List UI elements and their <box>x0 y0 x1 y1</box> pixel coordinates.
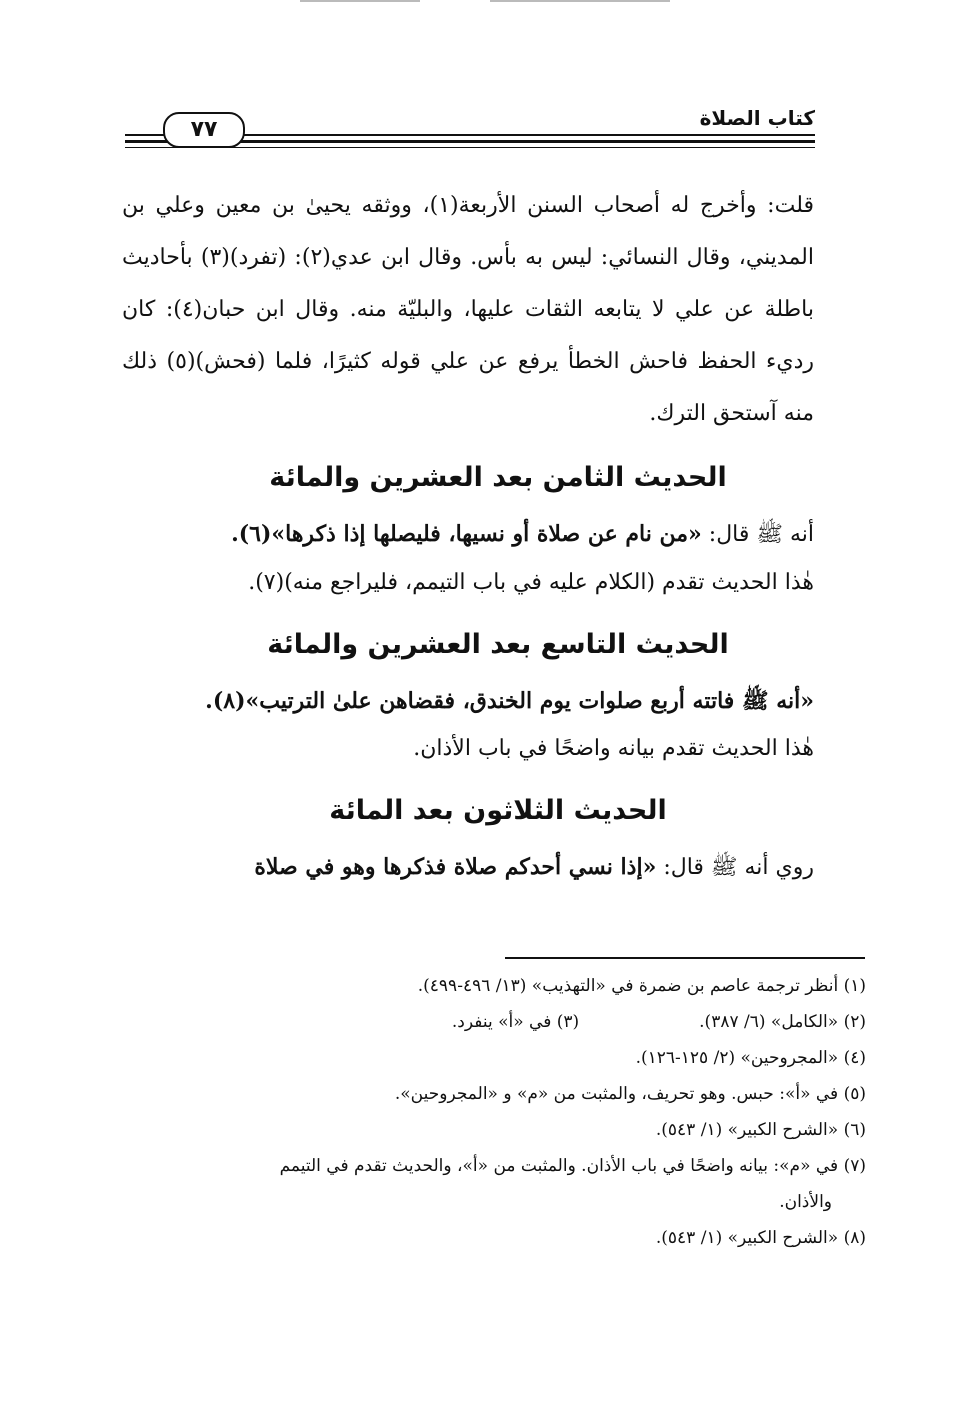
hadith-note: هٰذا الحديث تقدم (الكلام عليه في باب التيمم، فليراجع منه)(٧). <box>248 570 814 595</box>
intro-paragraph: قلت: وأخرج له أصحاب السنن الأربعة(١)، ووثقه يحيىٰ بن معين وعلي بن المديني، وقال النسائي: ليس به بأس. وقال ابن عدي(٢): (تفرد)(٣) بأحاديث باطلة عن علي لا يتابعه الثقات عليها، والبليّة منه. وقال ابن حبان(٤): كان رديء الحفظ فاحش الخطأ يرفع عن علي قوله كثيرًا، فلما (فحش)(٥) ذلك منه آستحق الترك. <box>122 193 815 426</box>
footnote: (٣) في «أ» ينفرد. <box>451 1012 580 1032</box>
scan-artifact <box>490 0 670 2</box>
hadith-line <box>122 510 814 559</box>
hadith-text: «إذا نسي أحدكم صلاة فذكرها وهو في صلاة <box>254 854 657 880</box>
footnote: (٨) «الشرح الكبير» (١/ ٥٤٣). <box>655 1228 866 1248</box>
footnote: (٧) في «م»: بيانه واضحًا في باب الأذان. والمثبت من «أ»، والحديث تقدم في التيمم <box>279 1156 866 1176</box>
footnote: (٢) «الكامل» (٦/ ٣٨٧). <box>699 1012 866 1032</box>
running-title: كتاب الصلاة <box>690 106 815 130</box>
footnote: (٦) «الشرح الكبير» (١/ ٥٤٣). <box>655 1120 866 1140</box>
footnote-continuation: والأذان. <box>779 1192 832 1212</box>
hadith-text: «أنه ﷺ فاتته أربع صلوات يوم الخندق، فقضاهن علىٰ الترتيب»(٨). <box>205 688 814 714</box>
page-header <box>125 106 815 152</box>
section-heading: الحديث الثامن بعد العشرين والمائة <box>269 462 727 493</box>
main-text <box>122 180 814 892</box>
footnote: (١) أنظر ترجمة عاصم بن ضمرة في «التهذيب» (١٣/ ٤٩٦-٤٩٩). <box>417 976 866 996</box>
hadith-note: هٰذا الحديث تقدم بيانه واضحًا في باب الأذان. <box>413 736 814 761</box>
scan-artifact <box>300 0 420 2</box>
footnotes <box>115 968 866 1256</box>
hadith-line <box>122 843 814 892</box>
footnote-separator <box>505 957 865 959</box>
section-heading: الحديث الثلاثون بعد المائة <box>329 795 667 826</box>
footnote-row <box>115 1004 866 1040</box>
hadith-prefix: أنه ﷺ قال: <box>701 522 814 547</box>
section-heading: الحديث التاسع بعد العشرين والمائة <box>267 629 729 660</box>
hadith-text: «من نام عن صلاة أو نسيها، فليصلها إذا ذكرها»(٦). <box>231 521 702 547</box>
hadith-prefix: روي أنه ﷺ قال: <box>656 855 814 880</box>
page-number: ٧٧ <box>163 112 245 148</box>
footnote: (٥) في «أ»: حبس. وهو تحريف، والمثبت من «م» و «المجروحين». <box>394 1084 866 1104</box>
footnote: (٤) «المجروحين» (٢/ ١٢٥-١٢٦). <box>635 1048 866 1068</box>
